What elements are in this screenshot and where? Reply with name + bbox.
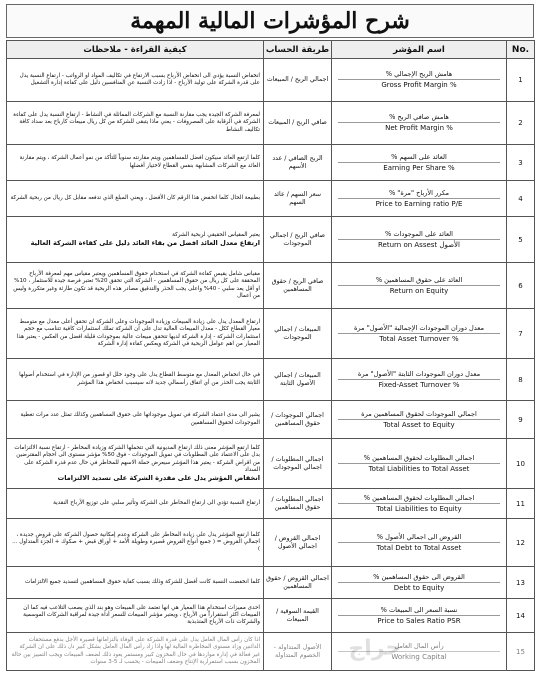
indicator-name-arabic: اجمالي المطلوبات لحقوق المساهمين % xyxy=(363,453,475,462)
reading-notes-text: مقياس شامل يقيس كفاءة الشركة في استخدام حقوق المساهمين ويعتبر مقياس مهم لمعرفة الأرباح المحققة على كل ريال من حقوق المساهمين - الشركة التي تحقق 20% تعتبر فرصة جيدة للاستثمار ، 10% او أقل يعد سلبي - 40% واعلى يجب الحذر والتدقيق مصادر هذه الربحية قد تكون طارئة وغير متكررة وليس من أعمال xyxy=(13,271,260,299)
reading-notes-cell xyxy=(7,309,264,359)
indicator-name-arabic: العائد على حقوق المساهمين % xyxy=(375,275,463,284)
calculation-cell: اجمالي القروض / حقوق المساهمين xyxy=(264,567,332,599)
row-number: 13 xyxy=(507,567,535,599)
indicator-name-english: Fixed-Asset Turnover % xyxy=(378,380,460,389)
table-row xyxy=(7,359,535,401)
header-name: اسم المؤشر xyxy=(332,41,507,59)
indicator-name-cell xyxy=(332,145,507,181)
table-row xyxy=(7,401,535,439)
table-row xyxy=(7,102,535,145)
indicator-name-english: Debt to Equity xyxy=(393,583,445,592)
reading-notes-text: لمعرفة الشركة الجيدة يجب مقارنة النسبة مع الشركات المماثلة في النشاط - ارتفاع النسبة يدل على كفاءة الشركة في الرقابة على المصروفات - يعني ماذا يتبقى للشركة من كل ريال مبيعات كارباح بعد سداد كافة تكاليف النشاط xyxy=(13,112,260,133)
row-number: 3 xyxy=(507,145,535,181)
table-header-row xyxy=(7,41,535,59)
calculation-cell: الأصول المتداولة - الخصوم المتداولة xyxy=(264,633,332,671)
reading-notes-cell xyxy=(7,401,264,439)
indicator-name-english: Gross Profit Margin % xyxy=(381,81,457,89)
reading-notes-cell xyxy=(7,633,264,671)
calculation-cell: صافي الربح / اجمالي الموجودات xyxy=(264,217,332,263)
table-row xyxy=(7,633,535,671)
table-row xyxy=(7,567,535,599)
indicator-name-cell xyxy=(332,59,507,102)
row-number: 2 xyxy=(507,102,535,145)
calculation-cell: الربح الصافي / عدد الأسهم xyxy=(264,145,332,181)
indicator-name-cell xyxy=(332,489,507,519)
reading-notes-text: كلما ارتفع المؤشر يدل على زيادة المخاطر على الشركة وعدم إمكانية حصول الشركة على قروض جديدة ، اجمالي القروض = ( جميع أنواع القروض قصيرة وطويلة الأمد + أوراق قبض + صكوك + الجزء المتداول ... ) xyxy=(12,531,260,553)
row-number: 14 xyxy=(507,599,535,633)
indicator-name-cell xyxy=(332,359,507,401)
table-row xyxy=(7,439,535,489)
table-row xyxy=(7,489,535,519)
calculation-cell: اجمالي المطلوبات / اجمالي الموجودات xyxy=(264,439,332,489)
calculation-cell: اجمالي الموجودات / حقوق المساهمين xyxy=(264,401,332,439)
table-row xyxy=(7,181,535,217)
reading-notes-text: انخفاض النسبة يؤدي الى انخفاض الأرباح بسبب الارتفاع في تكاليف المواد او الرواتب - ارتفاع النسبة يدل على قدرة الشركة على توليد الأرباح - اذا زادت النسبة عن المنافسين دليل على كفاءة إدارة التشغيل xyxy=(19,72,260,86)
reading-notes-text: ارتفاع المعدل يدل على زيادة المبيعات وزيادة الموجودات وعلى الشركة ان تحقق أعلى معدل مع متوسط معيار القطاع ككل - معدل المبيعات العالية تدل على ان الشركة تملك استثمارات كافية تتناسب مع حجم استثمارات الشركة - إدارة الشركة لديها تتحقق مبيعات عالية بموجودات قليلة افضل من العكس - يعتبر هذا المعيار من اهم عوامل الربحية في الشركة ويعكس كفاءة إدارة الشركة xyxy=(16,319,260,347)
indicator-name-cell xyxy=(332,599,507,633)
indicator-name-arabic: العائد على الموجودات % xyxy=(384,229,453,238)
calculation-cell: القيمة السوقية / المبيعات xyxy=(264,599,332,633)
header-reading: كيفية القراءة - ملاحظات xyxy=(7,41,264,59)
indicator-name-english: Net Profit Margin % xyxy=(385,124,453,132)
header-calc: طريقة الحساب xyxy=(264,41,332,59)
indicator-name-english: Working Capital xyxy=(391,652,447,661)
reading-notes-cell xyxy=(7,439,264,489)
calculation-cell: سعر السهم / عائد السهم xyxy=(264,181,332,217)
reading-notes-text: كلما انخفضت النسبة كانت أفضل للشركة وذلك بسبب كفاية حقوق المساهمين لتسديد جميع الالتزامات xyxy=(25,578,260,585)
indicator-name-arabic: رأس المال العامل xyxy=(394,641,444,650)
calculation-cell: صافي الربح / حقوق المساهمين xyxy=(264,263,332,309)
indicator-name-arabic: معدل دوران الموجودات الثابتة "الأصول" مرة xyxy=(357,369,481,378)
table-row xyxy=(7,59,535,102)
indicator-name-cell xyxy=(332,181,507,217)
reading-notes-text: كلما ارتفع العائد سيكون افضل للمساهمين ويتم مقارنته سنوياً للتأكد من نمو أعمال الشركة ، ويتم مقارنة العائد مع الشركات المشابهة بنفس القطاع لاختيار أفضلها xyxy=(19,155,260,169)
row-number: 6 xyxy=(507,263,535,309)
indicator-name-english: Price to Sales Ratio PSR xyxy=(377,616,461,625)
indicator-name-english: Earning Per Share % xyxy=(383,163,455,172)
indicator-name-arabic: مكرر الأرباح "مرة" % xyxy=(388,188,450,197)
reading-notes-cell xyxy=(7,599,264,633)
row-number: 8 xyxy=(507,359,535,401)
indicator-name-cell xyxy=(332,309,507,359)
indicator-name-english: Total Asset Turnover % xyxy=(379,334,459,343)
table-body xyxy=(7,59,535,671)
row-number: 15 xyxy=(507,633,535,671)
calculation-cell: المبيعات / اجمالي الأصول الثابتة xyxy=(264,359,332,401)
reading-notes-text: يعتبر المقياس الحقيقي لربحية الشركة xyxy=(172,231,260,238)
row-number: 12 xyxy=(507,519,535,567)
calculation-cell: صافي الربح / المبيعات xyxy=(264,102,332,145)
indicator-name-cell xyxy=(332,439,507,489)
reading-notes-cell xyxy=(7,181,264,217)
indicator-name-cell xyxy=(332,217,507,263)
indicator-name-english: Return on Assest الأصول xyxy=(378,240,460,249)
table-row xyxy=(7,599,535,633)
indicator-name-cell xyxy=(332,567,507,599)
reading-notes-cell xyxy=(7,59,264,102)
header-no: No. xyxy=(507,41,535,59)
calculation-cell: المبيعات / اجمالي الموجودات xyxy=(264,309,332,359)
indicator-name-cell xyxy=(332,102,507,145)
watermark-logo: حراج xyxy=(347,635,402,662)
reading-notes-text: بطبيعة الحال كلما انخفض هذا الرقم كان الأفضل ، ويعني المبلغ الذي تدفعه مقابل كل ريال من ربحية الشركة xyxy=(10,194,260,201)
reading-notes-highlight: انخفاض المؤشر يدل على مقدرة الشركة على تسديد الالتزامات xyxy=(57,473,260,482)
indicator-name-arabic: نسبة السعر الى المبيعات % xyxy=(380,605,458,614)
indicator-name-cell xyxy=(332,401,507,439)
calculation-cell: اجمالي المطلوبات / حقوق المساهمين xyxy=(264,489,332,519)
indicator-name-arabic: العائد على السهم % xyxy=(391,152,447,161)
row-number: 11 xyxy=(507,489,535,519)
indicator-name-cell xyxy=(332,263,507,309)
row-number: 10 xyxy=(507,439,535,489)
calculation-cell: اجمالي القروض / اجمالي الأصول xyxy=(264,519,332,567)
indicator-name-english: Price to Earning ratio P/E xyxy=(375,199,463,208)
reading-notes-text: في حال انخفاض المعدل مع متوسط القطاع يدل على وجود خلل او قصور من الإدارة في استخدام أصولها الثابتة يجب الحذر من أي اتفاق رأسمالي جديد لانه سيسبب انخفاض هذا المؤشر xyxy=(19,372,260,386)
table-row xyxy=(7,217,535,263)
table-row xyxy=(7,145,535,181)
indicator-name-arabic: هامش الربح الإجمالي % xyxy=(385,70,453,78)
reading-notes-cell xyxy=(7,359,264,401)
indicators-table xyxy=(6,40,535,671)
row-number: 4 xyxy=(507,181,535,217)
row-number: 7 xyxy=(507,309,535,359)
reading-notes-highlight: ارتفاع معدل العائد افضل من بقاء العائد دليل على كفاءة الشركة العالية xyxy=(30,239,260,248)
reading-notes-text: كلما ارتفع المؤشر معنى ذلك ارتفاع المديونية التي تتحملها الشركة وزيادة المخاطر - ارتفاع نسبة الالتزامات بدل على الاعتماد على المطلوبات في تمويل الموجودات - فوق 50% مؤشر مستوى الى احجام المقترضين من اقراض الشركة - يعتبر هذا المؤشر سيعرض حملة الاسهم للمخاطر في حال عدم قدرة الشركة على السداد xyxy=(14,445,260,473)
reading-notes-cell xyxy=(7,489,264,519)
indicator-name-cell xyxy=(332,519,507,567)
indicator-name-arabic: اجمالي المطلوبات لحقوق المساهمين % xyxy=(363,493,475,502)
indicator-name-arabic: هامش صافي الربح % xyxy=(389,113,449,121)
reading-notes-text: يشير الى مدى اعتماد الشركة في تمويل موجوداتها على حقوق المساهمين وكذلك تمثل عدد مرات تغطية الموجودات لحقوق المساهمين xyxy=(20,412,260,426)
indicator-name-arabic: اجمالي الموجودات لحقوق المساهمين مرة xyxy=(361,409,477,418)
page-title: شرح المؤشرات المالية المهمة xyxy=(6,4,534,38)
indicator-name-english: Total Debt to Total Asset xyxy=(376,543,462,552)
indicator-name-english: Return on Equity xyxy=(389,286,449,295)
indicator-name-arabic: القروض الى حقوق المساهمين % xyxy=(373,572,465,581)
reading-notes-cell xyxy=(7,102,264,145)
reading-notes-cell xyxy=(7,145,264,181)
indicator-name-english: Total Liabilities to Equity xyxy=(376,504,462,513)
reading-notes-text: اذا كان رأس المال العامل يدل على قدرة الشركة على الوفاء بالتزاماتها قصيرة الأجل بدفع مستحقات الدائنين وزاد مستوى المخاطرة المالية لها واذا زاد رأس المال العامل بشكل كبير دل ذلك على ان الشركة غير فعالة في إدارة مواردها في حال المخزون كبير ومستمر يعود ذلك لضعف المبيعات ويجب التمييز بين حالة المخزون بسبب استمرارية الإنتاج وضعف المبيعات - يحسب لـ 5-3 سنوات xyxy=(11,637,260,665)
calculation-cell: اجمالي الربح / المبيعات xyxy=(264,59,332,102)
row-number: 5 xyxy=(507,217,535,263)
table-row xyxy=(7,263,535,309)
table-row xyxy=(7,309,535,359)
reading-notes-text: احدى مميزات استخدام هذا المعيار هي انها تعتمد على المبيعات وهو بند الذي يصعب التلاعب فيه كما ان المبيعات اكثر استقراراً من الأرباح ، ويعتبر مؤشر المبيعات للسعر أداة جيدة لمراقبة الشركات الموسمية والشركات ذات الأرباح المتذبذبة xyxy=(23,604,260,626)
indicator-name-arabic: القروض الى اجمالي الأصول % xyxy=(376,532,462,541)
reading-notes-text: ارتفاع النسبة تؤدي الى ارتفاع المخاطر على الشركة وتأثير سلبي على توزيع الأرباح النقدية xyxy=(53,499,260,506)
indicator-name-arabic: معدل دوران الموجودات الإجمالية "الأصول" مرة xyxy=(353,323,485,332)
indicator-name-english: Total Asset to Equity xyxy=(383,420,455,429)
row-number: 1 xyxy=(507,59,535,102)
indicator-name-english: Total Liabilities to Total Asset xyxy=(368,464,470,473)
reading-notes-cell xyxy=(7,217,264,263)
reading-notes-cell xyxy=(7,519,264,567)
table-row xyxy=(7,519,535,567)
row-number: 9 xyxy=(507,401,535,439)
reading-notes-cell xyxy=(7,263,264,309)
reading-notes-cell xyxy=(7,567,264,599)
